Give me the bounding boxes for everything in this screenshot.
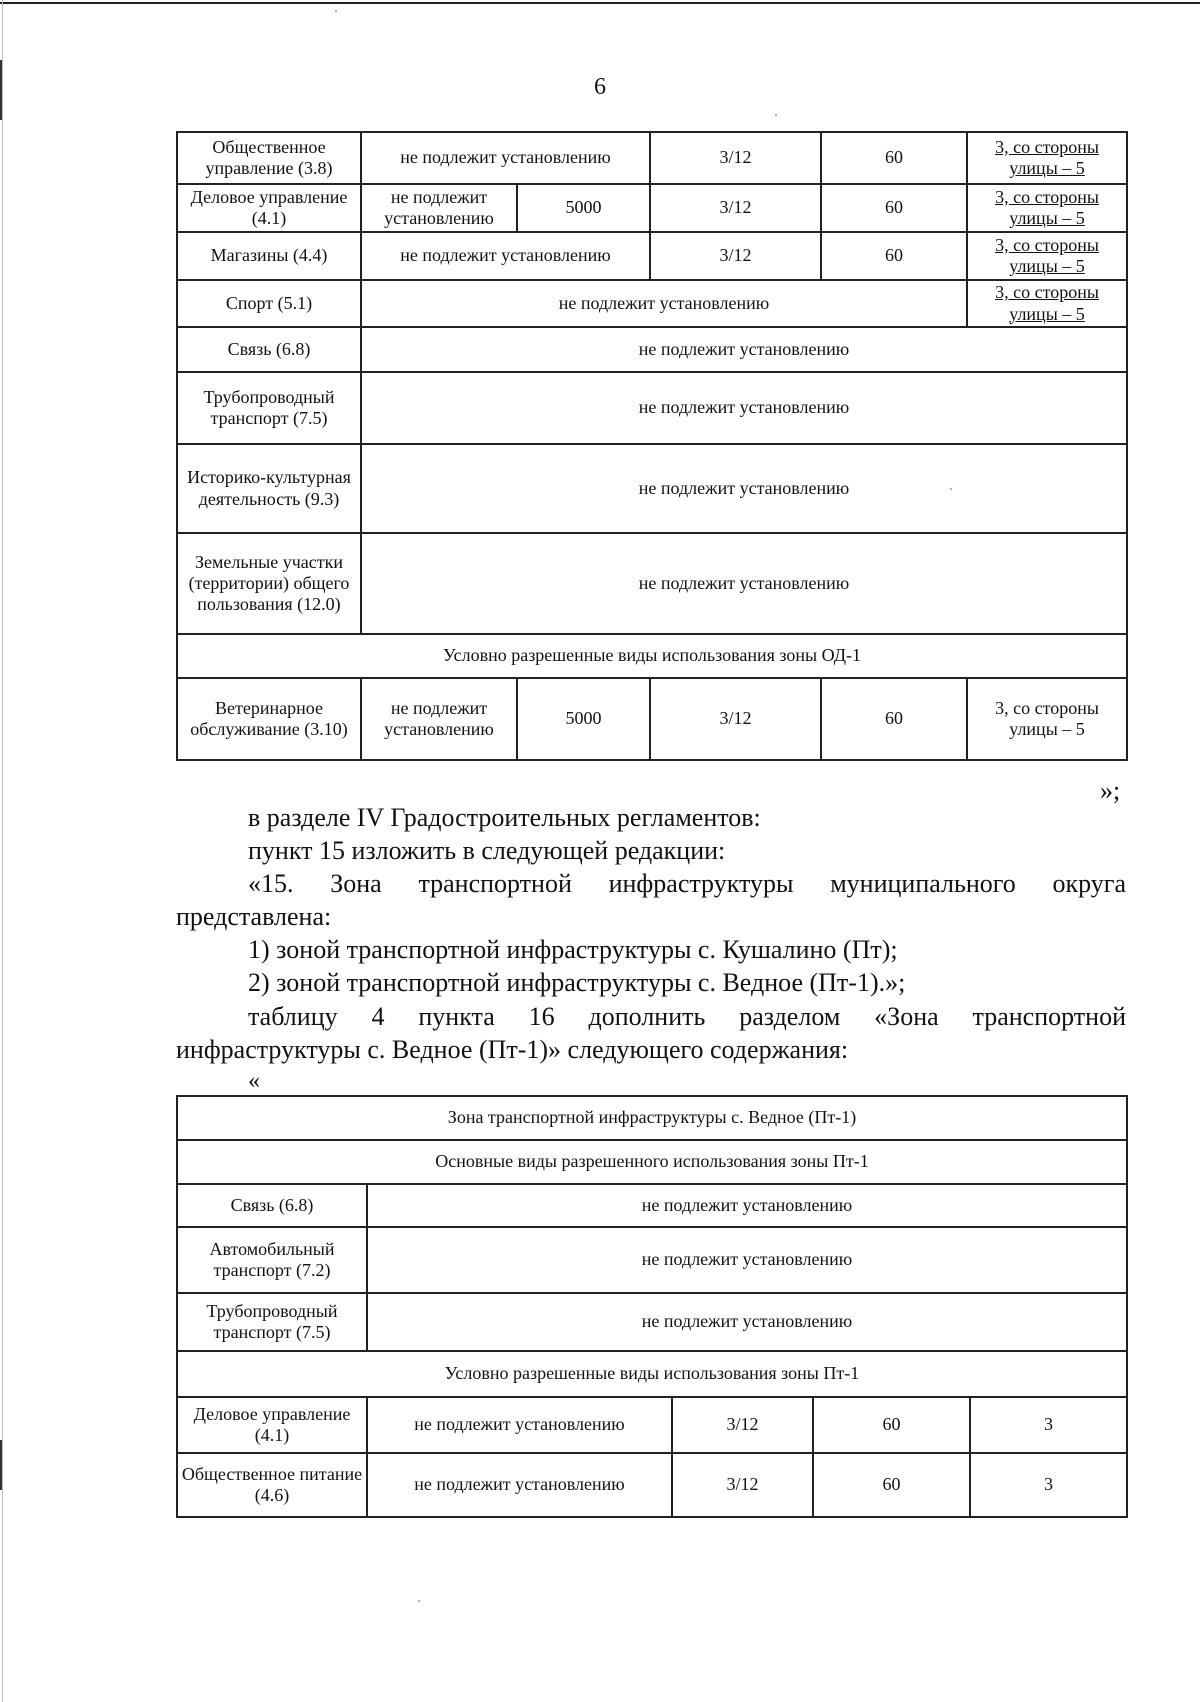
closing-quote: »; — [1100, 776, 1121, 805]
scan-speck — [335, 10, 337, 12]
floors-cell: 3/12 — [650, 184, 821, 232]
min-area-cell: не подлежит установлению — [361, 184, 517, 232]
paragraph: инфраструктуры с. Ведное (Пт-1)» следующего содержания: — [176, 1035, 849, 1064]
setback-cell: 3, со стороны улицы – 5 — [967, 678, 1127, 760]
list-item: 2) зоной транспортной инфраструктуры с. Ведное (Пт-1).»; — [248, 968, 906, 997]
use-type-cell: Спорт (5.1) — [177, 280, 361, 327]
table-row — [177, 280, 1127, 327]
table-row — [177, 678, 1127, 760]
setback-cell: 3, со стороны улицы – 5 — [967, 184, 1127, 232]
min-area-cell: не подлежит установлению — [361, 678, 517, 760]
use-type-cell: Автомобильный транспорт (7.2) — [177, 1227, 367, 1293]
setback-cell: 3 — [970, 1453, 1127, 1517]
area-cell: не подлежит установлению — [361, 132, 650, 184]
opening-quote: « — [248, 1068, 260, 1094]
table-row — [177, 1293, 1127, 1351]
use-type-cell: Земельные участки (территории) общего пользования (12.0) — [177, 533, 361, 634]
page-top-edge — [0, 2, 1200, 4]
setback-cell: 3, со стороны улицы – 5 — [967, 280, 1127, 327]
setback-cell: 3 — [970, 1397, 1127, 1453]
max-area-cell: 5000 — [517, 184, 650, 232]
paragraph: представлена: — [176, 902, 332, 931]
page-left-edge — [2, 0, 3, 1702]
table-row — [177, 1453, 1127, 1517]
params-cell: не подлежит установлению — [361, 444, 1127, 533]
paragraph: таблицу 4 пункта 16 дополнить разделом «Зона транспортной — [248, 1002, 1126, 1031]
section-header-row — [177, 634, 1127, 678]
conditional-uses-header: Условно разрешенные виды использования зоны Пт-1 — [177, 1351, 1127, 1397]
use-type-cell: Магазины (4.4) — [177, 232, 361, 280]
conditional-uses-header: Условно разрешенные виды использования зоны ОД-1 — [177, 634, 1127, 678]
zoning-table-od1 — [176, 131, 1128, 761]
floors-cell: 3/12 — [650, 232, 821, 280]
params-cell: не подлежит установлению — [361, 533, 1127, 634]
table-row — [177, 232, 1127, 280]
paragraph: пункт 15 изложить в следующей редакции: — [248, 836, 726, 865]
coverage-cell: 60 — [821, 132, 967, 184]
use-type-cell: Деловое управление (4.1) — [177, 184, 361, 232]
use-type-cell: Общественное управление (3.8) — [177, 132, 361, 184]
list-item: 1) зоной транспортной инфраструктуры с. Кушалино (Пт); — [248, 935, 898, 964]
table-row — [177, 1184, 1127, 1227]
coverage-cell: 60 — [821, 678, 967, 760]
coverage-cell: 60 — [821, 184, 967, 232]
use-type-cell: Историко-культурная деятельность (9.3) — [177, 444, 361, 533]
use-type-cell: Трубопроводный транспорт (7.5) — [177, 372, 361, 444]
use-type-cell: Ветеринарное обслуживание (3.10) — [177, 678, 361, 760]
table-row — [177, 184, 1127, 232]
scan-mark — [0, 1440, 2, 1490]
title-row — [177, 1096, 1127, 1140]
params-cell: не подлежит установлению — [367, 1227, 1127, 1293]
use-type-cell: Общественное питание (4.6) — [177, 1453, 367, 1517]
table-row — [177, 444, 1127, 533]
section-header-row — [177, 1351, 1127, 1397]
paragraph: в разделе IV Градостроительных регламентов: — [248, 803, 761, 832]
area-cell: не подлежит установлению — [367, 1453, 672, 1517]
use-type-cell: Деловое управление (4.1) — [177, 1397, 367, 1453]
coverage-cell: 60 — [813, 1453, 970, 1517]
floors-cell: 3/12 — [672, 1453, 813, 1517]
use-type-cell: Связь (6.8) — [177, 1184, 367, 1227]
params-cell: не подлежит установлению — [367, 1184, 1127, 1227]
floors-cell: 3/12 — [650, 132, 821, 184]
paragraph: «15. Зона транспортной инфраструктуры муниципального округа — [248, 869, 1126, 898]
area-cell: не подлежит установлению — [361, 232, 650, 280]
table-row — [177, 533, 1127, 634]
table-row — [177, 132, 1127, 184]
table-row — [177, 1227, 1127, 1293]
setback-cell: 3, со стороны улицы – 5 — [967, 132, 1127, 184]
params-cell: не подлежит установлению — [361, 280, 967, 327]
table-row — [177, 372, 1127, 444]
max-area-cell: 5000 — [517, 678, 650, 760]
scan-speck — [775, 114, 777, 116]
table-row — [177, 327, 1127, 372]
page-number: 6 — [594, 74, 606, 100]
use-type-cell: Связь (6.8) — [177, 327, 361, 372]
table-row — [177, 1397, 1127, 1453]
floors-cell: 3/12 — [672, 1397, 813, 1453]
params-cell: не подлежит установлению — [361, 327, 1127, 372]
params-cell: не подлежит установлению — [367, 1293, 1127, 1351]
main-uses-header: Основные виды разрешенного использования зоны Пт-1 — [177, 1140, 1127, 1184]
zone-title: Зона транспортной инфраструктуры с. Ведное (Пт-1) — [177, 1096, 1127, 1140]
scan-speck — [418, 1600, 420, 1602]
floors-cell: 3/12 — [650, 678, 821, 760]
use-type-cell: Трубопроводный транспорт (7.5) — [177, 1293, 367, 1351]
zoning-table-pt1 — [176, 1095, 1128, 1518]
params-cell: не подлежит установлению — [361, 372, 1127, 444]
section-header-row — [177, 1140, 1127, 1184]
coverage-cell: 60 — [813, 1397, 970, 1453]
setback-cell: 3, со стороны улицы – 5 — [967, 232, 1127, 280]
area-cell: не подлежит установлению — [367, 1397, 672, 1453]
coverage-cell: 60 — [821, 232, 967, 280]
